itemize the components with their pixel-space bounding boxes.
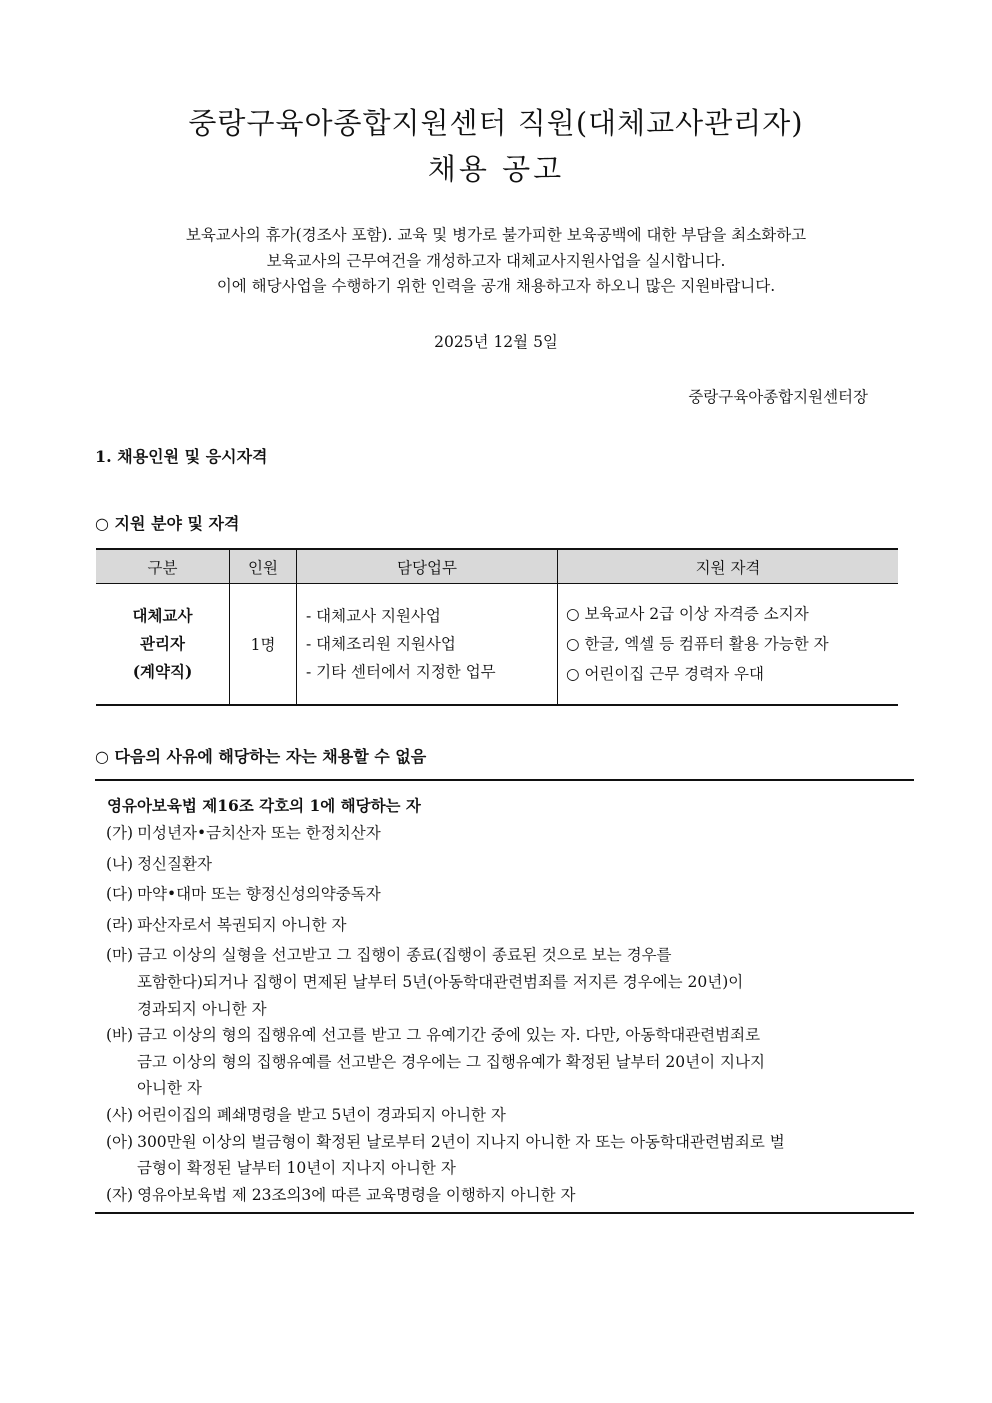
disqualification-box-title: 영유아보육법 제16조 각호의 1에 해당하는 자: [107, 796, 421, 815]
qualification-item: ○ 보육교사 2급 이상 자격증 소지자: [566, 605, 809, 623]
item-continuation: 포함한다)되거나 집행이 면제된 날부터 5년(아동학대관련범죄를 저지른 경우에는 20년)이: [137, 972, 744, 991]
category-line: 대체교사: [132, 606, 193, 625]
header-qualifications: 지원 자격: [558, 549, 899, 584]
item-marker: (바): [106, 1026, 134, 1045]
subsection-label: 다음의 사유에 해당하는 자는 채용할 수 없음: [114, 747, 427, 766]
list-item: [106, 851, 906, 878]
item-text: 300만원 이상의 벌금형이 확정된 날로부터 2년이 지나지 아니한 자 또는 아동학대관련범죄로 벌: [137, 1132, 785, 1151]
item-continuation: 금형이 확정된 날부터 10년이 지나지 아니한 자: [137, 1159, 456, 1178]
list-item: [106, 1129, 906, 1156]
item-continuation: 금고 이상의 형의 집행유예를 선고받은 경우에는 그 집행유예가 확정된 날부터 20년이 지나지: [137, 1052, 765, 1071]
subsection-heading-qualifications: [95, 511, 239, 534]
item-text: 금고 이상의 형의 집행유예 선고를 받고 그 유예기간 중에 있는 자. 다만, 아동학대관련범죄로: [137, 1026, 761, 1045]
category-line: (계약직): [132, 662, 193, 681]
announcement-date: 2025년 12월 5일: [434, 333, 558, 351]
cell-count: 1명: [230, 584, 297, 706]
item-marker: (아): [106, 1132, 134, 1151]
intro-line: 보육교사의 휴가(경조사 포함). 교육 및 병가로 불가피한 보육공백에 대한 부담을 최소화하고: [185, 226, 807, 244]
item-marker: (자): [106, 1185, 134, 1204]
cell-duties: [297, 584, 558, 706]
cell-qualifications: [558, 584, 899, 706]
circle-bullet-icon: ○: [95, 747, 109, 766]
doc-title-line1: 중랑구육아종합지원센터 직원(대체교사관리자): [188, 106, 804, 140]
item-marker: (라): [106, 915, 134, 934]
item-text: 금고 이상의 실형을 선고받고 그 집행이 종료(집행이 종료된 것으로 보는 경우를: [137, 946, 672, 965]
signer-name: 중랑구육아종합지원센터장: [688, 388, 868, 406]
item-text: 어린이집의 폐쇄명령을 받고 5년이 경과되지 아니한 자: [137, 1105, 506, 1124]
intro-line: 이에 해당사업을 수행하기 위한 인력을 공개 채용하고자 하오니 많은 지원바랍니다.: [216, 277, 776, 295]
item-text: 파산자로서 복권되지 아니한 자: [137, 915, 347, 934]
item-marker: (사): [106, 1105, 134, 1124]
duty-item: - 기타 센터에서 지정한 업무: [306, 663, 496, 681]
item-text: 마약•대마 또는 향정신성의약중독자: [137, 885, 381, 904]
cell-category: [96, 584, 230, 706]
item-marker: (가): [106, 824, 134, 842]
item-continuation: 아니한 자: [137, 1079, 202, 1098]
list-item: [106, 881, 906, 908]
item-text: 영유아보육법 제 23조의3에 따른 교육명령을 이행하지 아니한 자: [137, 1185, 576, 1204]
qualification-item: ○ 어린이집 근무 경력자 우대: [566, 665, 764, 683]
category-line: 관리자: [140, 634, 185, 653]
item-text: 미성년자•금치산자 또는 한정치산자: [137, 824, 381, 842]
list-item: [106, 1182, 906, 1209]
item-continuation: 경과되지 아니한 자: [137, 999, 267, 1018]
list-item: [106, 820, 906, 847]
header-duties: 담당업무: [297, 549, 558, 584]
item-text: 정신질환자: [137, 854, 212, 873]
section-heading: 1. 채용인원 및 응시자격: [95, 447, 268, 466]
duty-item: - 대체조리원 지원사업: [306, 635, 456, 653]
subsection-label: 지원 분야 및 자격: [114, 514, 240, 533]
item-marker: (다): [106, 885, 134, 904]
header-count: 인원: [230, 549, 297, 584]
intro-line: 보육교사의 근무여건을 개성하고자 대체교사지원사업을 실시합니다.: [266, 251, 726, 270]
item-marker: (나): [106, 854, 134, 873]
list-item: [106, 1022, 906, 1049]
list-item: [106, 1102, 906, 1129]
qualification-table: [96, 548, 898, 706]
item-marker: (마): [106, 946, 134, 965]
disqualification-list: [106, 820, 906, 1208]
table-header-row: [96, 549, 898, 584]
disqualification-box: [95, 779, 914, 1214]
doc-title-line2: 채용 공고: [427, 152, 565, 186]
table-row: [96, 584, 898, 706]
header-category: 구분: [96, 549, 230, 584]
qualification-item: ○ 한글, 엑셀 등 컴퓨터 활용 가능한 자: [566, 635, 829, 653]
list-item: [106, 942, 906, 969]
circle-bullet-icon: ○: [95, 514, 109, 533]
subsection-heading-disqualifications: [95, 744, 426, 767]
intro-paragraph: [0, 223, 992, 300]
duty-item: - 대체교사 지원사업: [306, 607, 441, 625]
list-item: [106, 912, 906, 939]
